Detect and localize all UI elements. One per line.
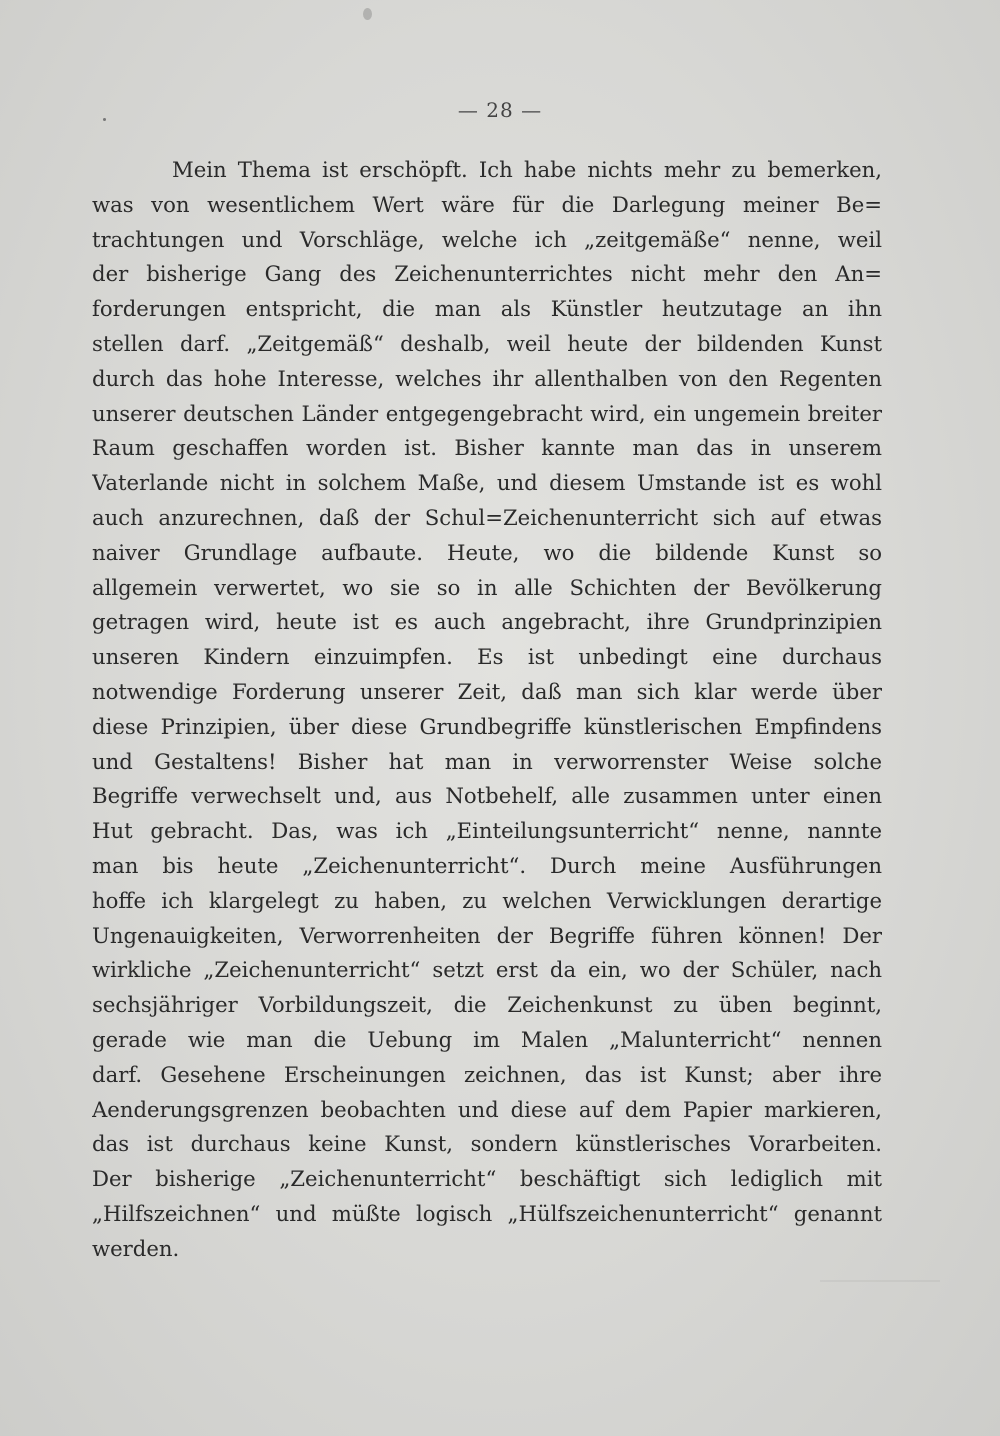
text-line: man bis heute „Zeichenunterricht“. Durch meine Ausführungen <box>92 852 882 878</box>
text-line: darf. Gesehene Erscheinungen zeichnen, das ist Kunst; aber ihre <box>92 1061 882 1087</box>
text-line: der bisherige Gang des Zeichenunterrichtes nicht mehr den An= <box>92 261 882 287</box>
text-line: forderungen entspricht, die man als Künstler heutzutage an ihn <box>92 296 882 322</box>
text-line: hoffe ich klargelegt zu haben, zu welchen Verwicklungen derartige <box>92 887 882 913</box>
text-line: diese Prinzipien, über diese Grundbegriffe künstlerischen Empfindens <box>92 713 882 739</box>
text-line: unserer deutschen Länder entgegengebracht wird, ein ungemein breiter <box>92 400 882 426</box>
text-line: unseren Kindern einzuimpfen. Es ist unbedingt eine durchaus <box>92 644 882 670</box>
page-number: — 28 — <box>457 98 543 122</box>
text-line: stellen darf. „Zeitgemäß“ deshalb, weil heute der bildenden Kunst <box>92 330 882 356</box>
text-line: was von wesentlichem Wert wäre für die Darlegung meiner Be= <box>92 191 882 217</box>
text-line: und Gestaltens! Bisher hat man in verworrenster Weise solche <box>92 748 882 774</box>
text-line: Aenderungsgrenzen beobachten und diese auf dem Papier markieren, <box>92 1096 882 1122</box>
text-line: gerade wie man die Uebung im Malen „Malunterricht“ nennen <box>92 1026 882 1052</box>
text-line: Begriffe verwechselt und, aus Notbehelf, alle zusammen unter einen <box>92 783 882 809</box>
text-line: notwendige Forderung unserer Zeit, daß man sich klar werde über <box>92 678 882 704</box>
paper-blemish <box>820 1280 940 1282</box>
text-line: „Hilfszeichnen“ und müßte logisch „Hülfszeichenunterricht“ genannt <box>92 1200 882 1226</box>
text-line: auch anzurechnen, daß der Schul=Zeichenunterricht sich auf etwas <box>92 504 882 530</box>
text-line: Der bisherige „Zeichenunterricht“ beschäftigt sich lediglich mit <box>92 1166 882 1192</box>
text-line: naiver Grundlage aufbaute. Heute, wo die bildende Kunst so <box>92 539 882 565</box>
text-line: getragen wird, heute ist es auch angebracht, ihre Grundprinzipien <box>92 609 882 635</box>
text-line: allgemein verwertet, wo sie so in alle Schichten der Bevölkerung <box>92 574 882 600</box>
text-line: werden. <box>92 1235 180 1261</box>
text-line: sechsjähriger Vorbildungszeit, die Zeichenkunst zu üben beginnt, <box>92 992 882 1018</box>
text-line: das ist durchaus keine Kunst, sondern künstlerisches Vorarbeiten. <box>92 1131 882 1157</box>
text-line: Raum geschaffen worden ist. Bisher kannte man das in unserem <box>92 435 882 461</box>
text-line: trachtungen und Vorschläge, welche ich „zeitgemäße“ nenne, weil <box>92 226 882 252</box>
text-line: Vaterlande nicht in solchem Maße, und diesem Umstande ist es wohl <box>92 470 882 496</box>
body-text <box>92 153 882 1267</box>
ink-speck <box>363 8 372 20</box>
text-line: Hut gebracht. Das, was ich „Einteilungsunterricht“ nenne, nannte <box>92 818 882 844</box>
text-line: Mein Thema ist erschöpft. Ich habe nichts mehr zu bemerken, <box>172 157 882 182</box>
text-line: wirkliche „Zeichenunterricht“ setzt erst da ein, wo der Schüler, nach <box>92 957 882 983</box>
text-line: durch das hohe Interesse, welches ihr allenthalben von den Regenten <box>92 365 882 391</box>
text-line: Ungenauigkeiten, Verworrenheiten der Begriffe führen können! Der <box>92 922 882 948</box>
